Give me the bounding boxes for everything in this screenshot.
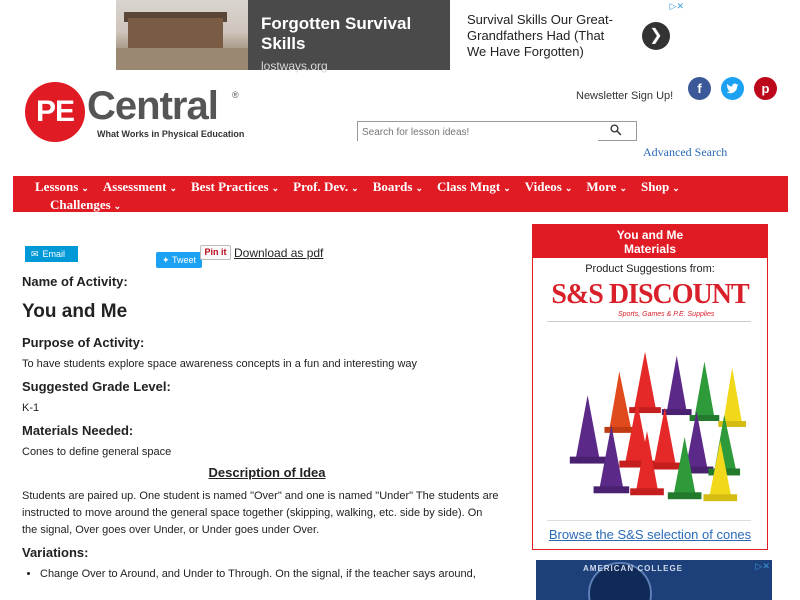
- search-box[interactable]: [357, 121, 637, 141]
- ss-brand: S&S DISCOUNT: [551, 279, 749, 310]
- materials-label: Materials Needed:: [22, 423, 134, 438]
- ad-site: lostways.org: [261, 59, 328, 73]
- advanced-search-link[interactable]: Advanced Search: [643, 145, 728, 159]
- search-icon[interactable]: [610, 124, 622, 136]
- tweet-button[interactable]: ✦ Tweet: [156, 252, 202, 268]
- ad-bottom-text: AMERICAN COLLEGE: [583, 564, 683, 573]
- ad-image[interactable]: [116, 0, 248, 70]
- purpose-label: Purpose of Activity:: [22, 335, 145, 350]
- top-advertisement[interactable]: [116, 0, 686, 73]
- chevron-down-icon: ⌄: [564, 183, 573, 193]
- chevron-down-icon: ⌄: [169, 183, 178, 193]
- nav-boards[interactable]: Boards ⌄: [372, 179, 423, 194]
- email-share-button[interactable]: ✉ Email: [25, 246, 78, 262]
- download-pdf-link[interactable]: Download as pdf: [234, 246, 324, 260]
- ad-text[interactable]: Survival Skills Our Great-Grandfathers Had (That We Have Forgotten): [467, 12, 613, 59]
- description-heading: Description of Idea: [208, 465, 326, 480]
- chevron-down-icon: ⌄: [271, 183, 280, 193]
- product-suggestions-label: Product Suggestions from:: [585, 263, 715, 275]
- sidebar-header: [533, 225, 767, 258]
- nav-lessons[interactable]: Lessons ⌄: [35, 179, 89, 194]
- logo-tagline: What Works in Physical Education: [97, 129, 245, 139]
- browse-cones-link[interactable]: Browse the S&S selection of cones: [548, 527, 752, 542]
- ad-choices-icon[interactable]: ▷✕: [755, 561, 770, 571]
- envelope-icon: ✉: [31, 249, 39, 259]
- description-text: Students are paired up. One student is named "Over" and one is named "Under" The students are instructed to move around the general space together (skipping, walking, etc. side by side). On the signal, Over goes over Under, or Under goes under Over.: [22, 490, 499, 536]
- grade-label: Suggested Grade Level:: [22, 379, 171, 394]
- nav-class-mngt[interactable]: Class Mngt ⌄: [437, 179, 511, 194]
- facebook-icon[interactable]: f: [688, 77, 711, 100]
- ad-arrow-icon[interactable]: ❯: [642, 22, 670, 50]
- pe-central-logo[interactable]: [25, 80, 245, 142]
- variations-label: Variations:: [22, 545, 89, 560]
- chevron-down-icon: ⌄: [415, 183, 423, 193]
- ss-discount-logo[interactable]: [533, 279, 767, 311]
- logo-wordmark: Central: [87, 84, 218, 128]
- cones-illustration: [547, 322, 751, 520]
- sidebar-subtitle: Materials: [623, 242, 677, 256]
- nav-shop[interactable]: Shop ⌄: [641, 179, 680, 194]
- variations-list: [40, 568, 512, 580]
- chevron-down-icon: ⌄: [503, 183, 511, 193]
- pin-it-button[interactable]: Pin it: [200, 245, 231, 260]
- search-input[interactable]: [358, 124, 598, 142]
- cones-product-image[interactable]: [547, 321, 751, 521]
- grade-text: K-1: [22, 402, 40, 414]
- pinterest-icon[interactable]: p: [754, 77, 777, 100]
- bottom-advertisement[interactable]: [536, 560, 772, 600]
- ad-headline-panel[interactable]: [248, 0, 450, 73]
- ss-tagline: Sports, Games & P.E. Supplies: [618, 311, 715, 318]
- sidebar-title: You and Me: [616, 228, 684, 242]
- materials-text: Cones to define general space: [22, 446, 172, 458]
- ad-text-panel[interactable]: [450, 0, 686, 70]
- newsletter-signup-link[interactable]: Newsletter Sign Up!: [576, 90, 674, 102]
- chevron-down-icon: ⌄: [351, 183, 359, 193]
- ad-choices-icon[interactable]: ▷✕: [669, 1, 684, 11]
- ad-title[interactable]: Forgotten Survival Skills: [261, 14, 412, 53]
- twitter-icon[interactable]: [721, 77, 744, 100]
- list-item: • Change Over to Around, and Under to Through. On the signal, if the teacher says around,: [40, 568, 512, 580]
- nav-more[interactable]: More ⌄: [586, 179, 627, 194]
- logo-pe-circle: PE: [25, 82, 85, 142]
- purpose-text: To have students explore space awareness concepts in a fun and interesting way: [22, 358, 418, 370]
- main-nav: [13, 176, 788, 212]
- chevron-down-icon: ⌄: [113, 200, 122, 211]
- chevron-down-icon: ⌄: [619, 183, 627, 193]
- materials-sidebar: [532, 224, 768, 550]
- nav-challenges[interactable]: Challenges ⌄: [50, 196, 122, 212]
- activity-content: [22, 274, 512, 580]
- nav-best-practices[interactable]: Best Practices ⌄: [191, 179, 280, 194]
- activity-name-label: Name of Activity:: [22, 274, 128, 289]
- chevron-down-icon: ⌄: [81, 183, 89, 193]
- nav-assessment[interactable]: Assessment ⌄: [102, 179, 178, 194]
- nav-prof-dev[interactable]: Prof. Dev. ⌄: [293, 179, 359, 194]
- nav-videos[interactable]: Videos ⌄: [524, 179, 573, 194]
- twitter-bird-icon: ✦: [162, 255, 172, 265]
- chevron-down-icon: ⌄: [672, 183, 680, 193]
- activity-title: You and Me: [22, 301, 128, 322]
- logo-registered-mark: ®: [232, 90, 239, 100]
